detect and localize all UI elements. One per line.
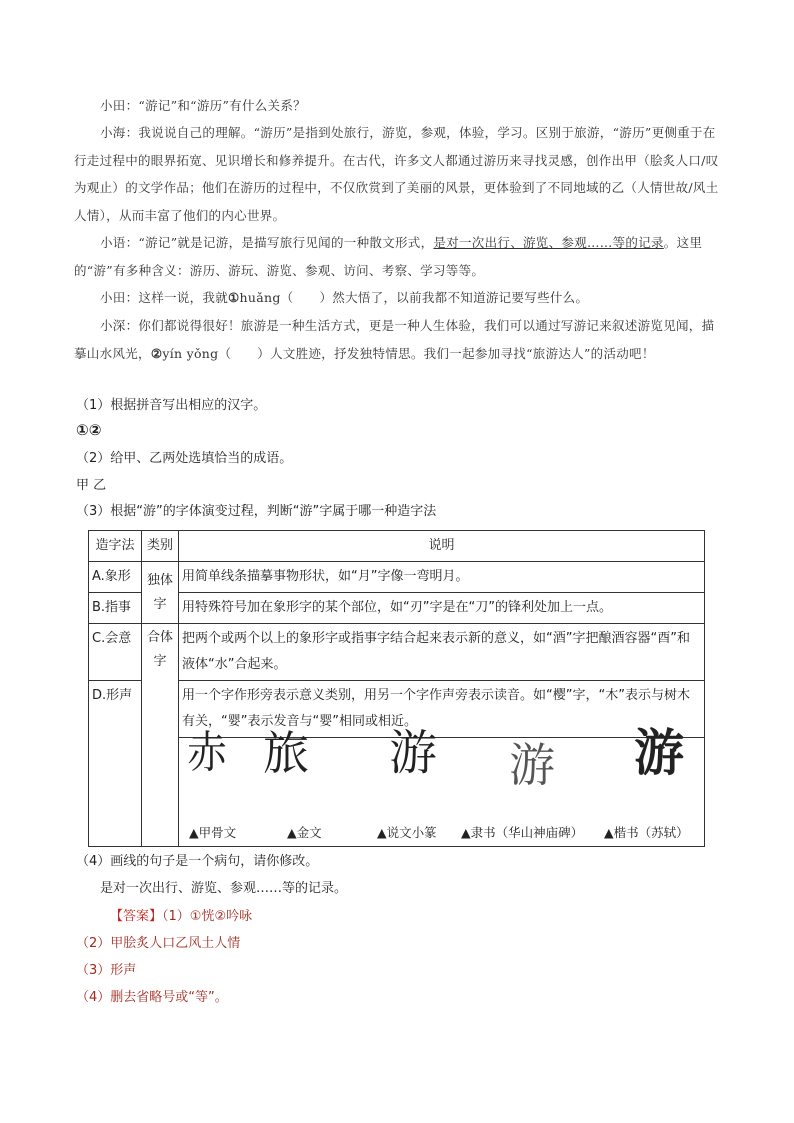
description-cell: 把两个或两个以上的象形字或指事字结合起来表示新的意义，如“酒”字把酿酒容器“酉”和液体“水”合起来。 [179, 624, 705, 681]
table-row [89, 624, 705, 681]
paren-close: ） [319, 290, 333, 305]
dialogue-line-3 [74, 229, 722, 284]
answer-1: ①恍②吟咏 [189, 909, 253, 924]
paren-open: （ [218, 345, 232, 361]
clerical-glyph-image: 游 [509, 738, 555, 792]
question-4-sentence: 是对一次出行、游览、参观……等的记录。 [100, 881, 348, 896]
table-header-method: 造字法 [89, 531, 142, 562]
method-cell: C.会意 [89, 624, 142, 681]
dialogue-line-5 [74, 312, 722, 367]
description-cell: 用特殊符号加在象形字的某个部位，如“刃”字是在“刀”的锋利处加上一点。 [179, 593, 705, 624]
answer-4: （4）删去省略号或“等”。 [76, 990, 228, 1005]
script-caption: ▲甲骨文 [189, 825, 237, 840]
table-header-category: 类别 [142, 531, 179, 562]
category-cell: 合体字 [142, 624, 179, 847]
description-cell: 用简单线条描摹事物形状，如“月”字像一弯明月。 [179, 562, 705, 593]
dialogue-text: 小田：这样一说，我就 [100, 290, 229, 305]
dialogue-text: 然大悟了，以前我都不知道游记要写些什么。 [332, 290, 589, 305]
dialogue-text: 小田：“游记”和“游历”有什么关系？ [100, 98, 306, 113]
character-formation-table [88, 530, 705, 847]
script-evolution-row [89, 738, 705, 847]
oracle-bone-glyph-image: ⾚ [187, 727, 227, 778]
dialogue-text: 小语：“游记”就是记游，是描写旅行见闻的一种散文形式， [100, 235, 434, 250]
question-1-blanks[interactable]: ①② [76, 421, 102, 439]
bronze-glyph-image: 旅 [263, 726, 309, 780]
script-caption: ▲隶书（华山神庙碑） [461, 825, 584, 840]
answer-2: （2）甲脍炙人口乙风土人情 [76, 936, 241, 951]
table-row [89, 593, 705, 624]
dialogue-text: 小深：你们都说得很好！旅游是一种生活方式，更是一种人生体验，我们可以通过写游记来叙述游览见闻，描摹山水风光， [74, 318, 715, 361]
blank-marker-1: ① [228, 290, 240, 305]
question-2-blanks[interactable]: 甲 乙 [76, 478, 107, 493]
paren-close: ） [257, 345, 271, 361]
script-evolution-cell [179, 723, 705, 847]
paren-open: （ [280, 290, 294, 305]
question-4: （4）画线的句子是一个病句，请你修改。 [76, 854, 319, 869]
answer-line-1 [110, 907, 252, 927]
table-header-description: 说明 [179, 531, 705, 562]
method-cell: A.象形 [89, 562, 142, 593]
seal-glyph-image: 游 [389, 725, 438, 781]
description-cell: 用一个字作形旁表示意义类别，用另一个字作声旁表示读音。如“樱”字，“木”表示与树木有关，“婴”表示发音与“婴”相同或相近。 [179, 681, 705, 738]
table-row [89, 562, 705, 593]
method-cell: B.指事 [89, 593, 142, 624]
answer-3: （3）形声 [76, 963, 137, 978]
dialogue-text: 人文胜迹，抒发独特情思。我们一起参加寻找“旅游达人”的活动吧！ [270, 345, 655, 361]
table-header-row [89, 531, 705, 562]
pinyin-2: yín yǒng [162, 345, 219, 361]
dialogue-text: 。这里的“游”有多种含义：游历、游玩、游览、参观、访问、考察、学习等等。 [74, 235, 703, 278]
blank-marker-2: ② [150, 345, 163, 361]
script-caption: ▲楷书（苏轼） [604, 825, 689, 840]
dialogue-text: 小海：我说说自己的理解。“游历”是指到处旅行，游览，参观，体验，学习。区别于旅游，“游历”更侧重于在行走过程中的眼界拓宽、见识增长和修养提升。在古代，许多文人都通过游历来寻找灵感，创作出甲（脍炙人口/叹为观止）的文学作品；他们在游历的过程中，不仅欣赏到了美丽的风景，更体验到了不同地域的乙（人情世故/风土人情），从而丰富了他们的内心世界。 [74, 125, 719, 223]
script-caption: ▲金文 [287, 825, 322, 840]
question-3: （3）根据“游”的字体演变过程，判断“游”字属于哪一种造字法 [76, 504, 437, 519]
dialogue-line-1 [74, 92, 722, 120]
dialogue-line-2 [74, 119, 722, 229]
answer-label: 【答案】 [110, 909, 163, 924]
category-cell: 独体字 [142, 562, 179, 624]
pinyin-1: huǎng [239, 290, 281, 305]
regular-glyph-image: 游 [634, 723, 684, 782]
question-2: （2）给甲、乙两处选填恰当的成语。 [76, 451, 293, 466]
script-evolution-figure [179, 723, 704, 846]
script-caption: ▲说文小篆 [377, 825, 437, 840]
method-cell: D.形声 [89, 681, 142, 847]
underlined-sentence: 是对一次出行、游览、参观……等的记录 [433, 235, 664, 250]
dialogue-line-4 [74, 284, 722, 312]
question-1: （1）根据拼音写出相应的汉字。 [76, 398, 267, 413]
answer-prefix: （1） [162, 909, 190, 924]
